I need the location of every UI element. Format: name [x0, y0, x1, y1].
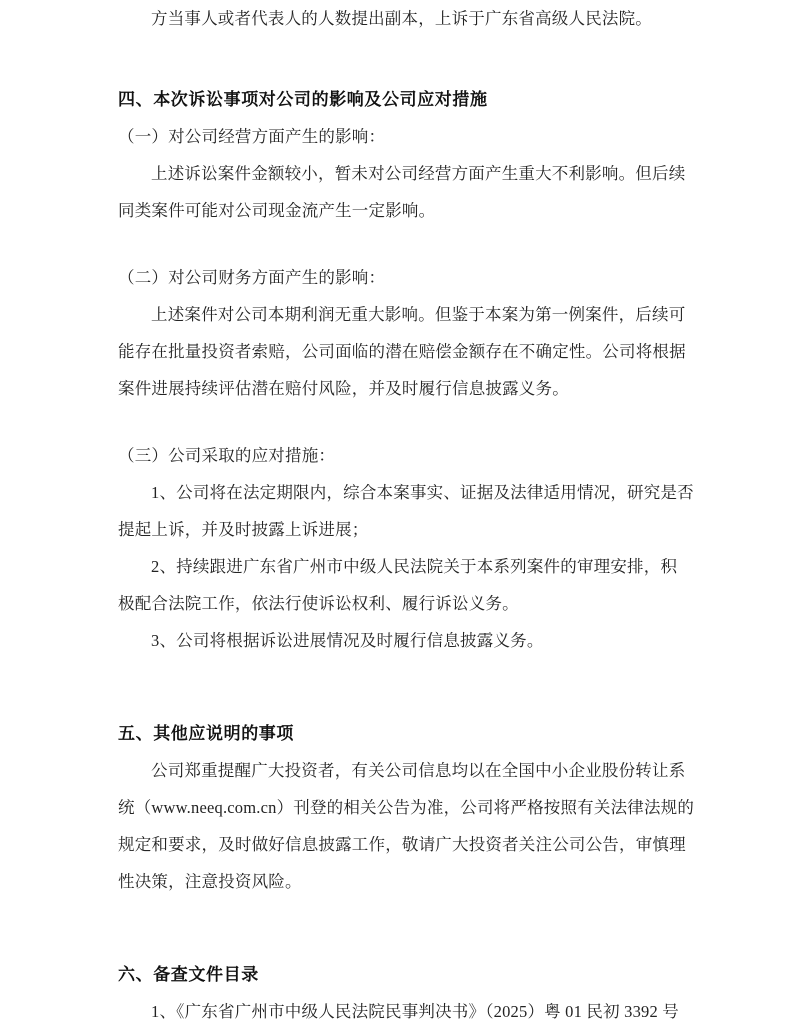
continued-paragraph-line: 方当事人或者代表人的人数提出副本，上诉于广东省高级人民法院。: [151, 9, 652, 28]
section-four-item-2-line-2: 极配合法院工作，依法行使诉讼权利、履行诉讼义务。: [118, 594, 519, 613]
section-four-sub-one-label: （一）对公司经营方面产生的影响：: [118, 127, 386, 146]
section-six-item-1: 1、《广东省广州市中级人民法院民事判决书》（2025）粤 01 民初 3392 号: [151, 1002, 679, 1021]
spacer-before-section-four: [118, 37, 670, 81]
section-five-heading: 五、其他应说明的事项: [118, 724, 294, 743]
section-four-sub-two-body-line-2: 能存在批量投资者索赔，公司面临的潜在赔偿金额存在不确定性。公司将根据: [118, 342, 686, 361]
document-content: [118, 0, 695, 1030]
section-four-sub-two-body-line-1: 上述案件对公司本期利润无重大影响。但鉴于本案为第一例案件，后续可: [151, 305, 686, 324]
section-five-body-line-2: 统（www.neeq.com.cn）刊登的相关公告为准，公司将严格按照有关法律法规的: [118, 798, 695, 817]
section-four-sub-one-body-line-1: 上述诉讼案件金额较小，暂未对公司经营方面产生重大不利影响。但后续: [151, 164, 686, 183]
section-four-item-1-line-1: 1、公司将在法定期限内，综合本案事实、证据及法律适用情况，研究是否: [151, 483, 694, 502]
spacer-before-section-six: [118, 900, 670, 956]
section-five-body-line-4: 性决策，注意投资风险。: [118, 872, 302, 891]
section-four-sub-two-label: （二）对公司财务方面产生的影响：: [118, 268, 386, 287]
section-four-item-1-line-2: 提起上诉，并及时披露上诉进展；: [118, 520, 369, 539]
section-four-heading: 四、本次诉讼事项对公司的影响及公司应对措施: [118, 90, 488, 109]
spacer-before-sub-two: [118, 229, 670, 259]
section-six-heading: 六、备查文件目录: [118, 965, 259, 984]
spacer-before-section-five: [118, 659, 670, 715]
section-four-sub-three-label: （三）公司采取的应对措施：: [118, 446, 336, 465]
section-four-item-3-line-1: 3、公司将根据诉讼进展情况及时履行信息披露义务。: [151, 631, 544, 650]
section-four-sub-one-body-line-2: 同类案件可能对公司现金流产生一定影响。: [118, 201, 436, 220]
section-five-body-line-3: 规定和要求，及时做好信息披露工作，敬请广大投资者关注公司公告，审慎理: [118, 835, 686, 854]
spacer-before-sub-three: [118, 407, 670, 437]
section-four-sub-two-body-line-3: 案件进展持续评估潜在赔付风险，并及时履行信息披露义务。: [118, 379, 569, 398]
section-four-item-2-line-1: 2、持续跟进广东省广州市中级人民法院关于本系列案件的审理安排，积: [151, 557, 678, 576]
section-five-body-line-1: 公司郑重提醒广大投资者，有关公司信息均以在全国中小企业股份转让系: [151, 761, 686, 780]
